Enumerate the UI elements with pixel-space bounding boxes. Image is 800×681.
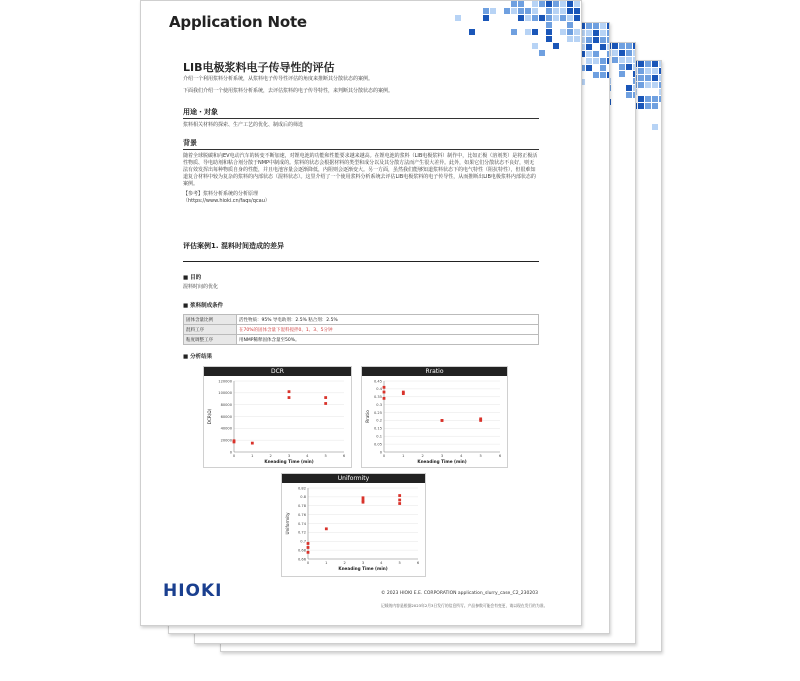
data-point xyxy=(288,390,291,393)
y-tick-label: 0.72 xyxy=(297,530,306,535)
y-tick-label: 0.78 xyxy=(297,504,306,509)
mosaic-tile xyxy=(619,71,625,77)
mosaic-tile xyxy=(626,85,632,91)
condition-label: 固体含量比例 xyxy=(184,315,237,325)
data-point xyxy=(398,502,401,505)
mosaic-tile xyxy=(633,64,636,70)
mosaic-tile xyxy=(645,82,651,88)
chart-rratio xyxy=(361,366,508,468)
mosaic-tile xyxy=(659,82,662,88)
mosaic-tile xyxy=(539,15,545,21)
mosaic-tile xyxy=(532,1,538,7)
data-point xyxy=(383,386,386,389)
page-header-label: Application Note xyxy=(169,13,307,31)
data-point xyxy=(362,501,365,504)
mosaic-tile xyxy=(586,51,592,57)
y-tick-label: 80000 xyxy=(220,402,232,407)
mosaic-tile xyxy=(593,23,599,29)
mosaic-tile xyxy=(532,29,538,35)
data-point xyxy=(325,527,328,530)
purpose-heading: ■ 目的 xyxy=(183,275,202,281)
table-row xyxy=(184,335,539,345)
mosaic-tile xyxy=(652,82,658,88)
y-tick-label: 0.1 xyxy=(376,434,382,439)
x-tick-label: 1 xyxy=(325,561,328,565)
y-tick-label: 0.8 xyxy=(300,495,306,500)
case-section xyxy=(183,241,539,265)
y-tick-label: 60000 xyxy=(220,414,232,419)
y-tick-label: 0.76 xyxy=(297,512,306,517)
mosaic-tile xyxy=(518,8,524,14)
results-heading: ■ 分析结果 xyxy=(183,354,213,360)
mosaic-tile xyxy=(600,30,606,36)
mosaic-tile xyxy=(626,43,632,49)
data-point xyxy=(251,442,254,445)
mosaic-tile xyxy=(619,43,625,49)
mosaic-tile xyxy=(638,103,644,109)
reference-label: 【参考】浆料分析系统的分析原理 xyxy=(183,191,259,197)
mosaic-tile xyxy=(612,57,618,63)
condition-value: 用NMP稀释固体含量至50%。 xyxy=(237,335,539,345)
mosaic-tile xyxy=(600,37,606,43)
data-point xyxy=(383,391,386,394)
data-point xyxy=(307,546,310,549)
intro-line-1: 介绍一个利用浆料分析系统，从浆料电子传导性评估的角度来推断其分散状态的案例。 xyxy=(183,76,374,82)
mosaic-tile xyxy=(600,23,606,29)
mosaic-tile xyxy=(638,68,644,74)
mosaic-tile xyxy=(607,51,610,57)
mosaic-tile xyxy=(659,89,662,95)
mosaic-tile xyxy=(560,15,566,21)
mosaic-tile xyxy=(539,1,545,7)
background-section xyxy=(183,138,539,205)
mosaic-tile xyxy=(607,30,610,36)
mosaic-tile xyxy=(607,58,610,64)
y-tick-label: 0 xyxy=(379,450,382,455)
y-tick-label: 0.74 xyxy=(297,521,306,526)
y-tick-label: 0.25 xyxy=(373,410,382,415)
mosaic-tile xyxy=(626,64,632,70)
condition-label: 混料工序 xyxy=(184,325,237,335)
mosaic-tile xyxy=(546,36,552,42)
mosaic-tile xyxy=(659,96,662,102)
mosaic-tile xyxy=(607,23,610,29)
mosaic-tile xyxy=(546,29,552,35)
mosaic-tile xyxy=(612,50,618,56)
mosaic-tile xyxy=(553,15,559,21)
mosaic-tile xyxy=(574,29,580,35)
data-point xyxy=(383,397,386,400)
mosaic-tile xyxy=(586,37,592,43)
usage-heading: 用途・对象 xyxy=(183,107,539,119)
mosaic-tile xyxy=(600,65,606,71)
mosaic-tile xyxy=(600,44,606,50)
x-tick-label: 2 xyxy=(343,561,346,565)
data-point xyxy=(307,551,310,554)
condition-value: 活性物质：95% 导电助剂：2.5% 粘合剂：2.5% xyxy=(237,315,539,325)
mosaic-tile xyxy=(645,61,651,67)
mosaic-tile xyxy=(525,15,531,21)
mosaic-tile xyxy=(633,85,636,91)
x-tick-label: 1 xyxy=(251,454,254,458)
mosaic-tile xyxy=(546,22,552,28)
mosaic-tile xyxy=(553,43,559,49)
mosaic-tile xyxy=(567,1,573,7)
mosaic-tile xyxy=(490,8,496,14)
chart-dcr xyxy=(203,366,352,468)
table-row xyxy=(184,325,539,335)
mosaic-tile xyxy=(638,96,644,102)
mosaic-tile xyxy=(553,1,559,7)
mosaic-tile xyxy=(652,61,658,67)
mosaic-tile xyxy=(645,96,651,102)
y-tick-label: 20000 xyxy=(220,438,232,443)
data-point xyxy=(324,402,327,405)
hioki-logo: HIOKI xyxy=(163,581,223,601)
chart-svg xyxy=(282,474,425,576)
x-tick-label: 0 xyxy=(382,454,386,458)
mosaic-tile xyxy=(593,30,599,36)
y-tick-label: 40000 xyxy=(220,426,232,431)
x-tick-label: 5 xyxy=(324,454,327,458)
mosaic-tile xyxy=(593,72,599,78)
x-axis-label: Kneading Time (min) xyxy=(417,459,467,464)
y-tick-label: 0.3 xyxy=(376,402,382,407)
mosaic-tile xyxy=(612,43,618,49)
mosaic-tile xyxy=(567,29,573,35)
x-tick-label: 2 xyxy=(421,454,424,458)
y-tick-label: 0.45 xyxy=(373,379,382,384)
reference-link[interactable]: （https://www.hioki.cn/faqs/qcau） xyxy=(183,198,270,204)
mosaic-tile xyxy=(633,78,636,84)
mosaic-tile xyxy=(652,68,658,74)
mosaic-decoration xyxy=(441,1,581,51)
x-tick-label: 6 xyxy=(416,561,420,565)
data-point xyxy=(324,396,327,399)
mosaic-tile xyxy=(574,15,580,21)
application-note-page xyxy=(140,0,582,626)
mosaic-tile xyxy=(546,1,552,7)
mosaic-tile xyxy=(652,75,658,81)
mosaic-tile xyxy=(539,50,545,56)
background-heading: 背景 xyxy=(183,138,539,150)
mosaic-tile xyxy=(574,36,580,42)
mosaic-tile xyxy=(652,103,658,109)
mosaic-tile xyxy=(560,29,566,35)
mosaic-tile xyxy=(586,23,592,29)
mosaic-tile xyxy=(504,8,510,14)
document-title: LIB电极浆料电子传导性的评估 xyxy=(183,61,335,74)
mosaic-tile xyxy=(600,72,606,78)
mosaic-tile xyxy=(574,1,580,7)
data-point xyxy=(362,496,365,499)
y-tick-label: 0.68 xyxy=(297,548,306,553)
mosaic-tile xyxy=(586,44,592,50)
mosaic-tile xyxy=(645,75,651,81)
mosaic-tile xyxy=(638,61,644,67)
mosaic-tile xyxy=(525,29,531,35)
mosaic-tile xyxy=(607,37,610,43)
footer-note: 记载的内容是根据2023年2月3日发行的信息所写。产品参数可能会有变更，请以现在发行的为准。 xyxy=(381,603,548,608)
mosaic-tile xyxy=(532,8,538,14)
mosaic-tile xyxy=(546,15,552,21)
y-tick-label: 0.66 xyxy=(297,557,306,562)
mosaic-tile xyxy=(593,58,599,64)
mosaic-tile xyxy=(469,29,475,35)
footer-copyright: © 2023 HIOKI E.E. CORPORATION application_slurry_case_C2_230203 xyxy=(381,591,538,596)
mosaic-tile xyxy=(633,71,636,77)
mosaic-tile xyxy=(593,37,599,43)
y-axis-label: Uniformity xyxy=(285,512,290,535)
y-tick-label: 0.4 xyxy=(376,387,382,392)
y-tick-label: 0.7 xyxy=(300,539,306,544)
mosaic-tile xyxy=(511,1,517,7)
y-axis-label: DCR(Ω) xyxy=(207,408,212,425)
mosaic-tile xyxy=(626,92,632,98)
data-point xyxy=(441,419,444,422)
mosaic-tile xyxy=(574,8,580,14)
mosaic-tile xyxy=(645,103,651,109)
y-tick-label: 0.82 xyxy=(297,486,306,491)
chart-svg xyxy=(204,367,351,467)
mosaic-tile xyxy=(560,8,566,14)
mosaic-tile xyxy=(659,68,662,74)
mosaic-tile xyxy=(567,36,573,42)
mosaic-tile xyxy=(518,15,524,21)
mosaic-tile xyxy=(659,75,662,81)
chart-uniformity xyxy=(281,473,426,577)
mosaic-tile xyxy=(525,8,531,14)
mosaic-tile xyxy=(633,50,636,56)
mosaic-tile xyxy=(483,15,489,21)
y-tick-label: 100000 xyxy=(218,391,232,396)
x-tick-label: 2 xyxy=(269,454,272,458)
mosaic-tile xyxy=(633,43,636,49)
data-point xyxy=(288,396,291,399)
x-axis-label: Kneading Time (min) xyxy=(264,459,314,464)
x-tick-label: 5 xyxy=(398,561,401,565)
y-axis-label: Rratio xyxy=(365,410,370,423)
chart-title: DCR xyxy=(204,367,351,376)
chart-svg xyxy=(362,367,507,467)
y-tick-label: 0.15 xyxy=(373,426,382,431)
mosaic-tile xyxy=(619,50,625,56)
x-tick-label: 5 xyxy=(479,454,482,458)
mosaic-tile xyxy=(619,57,625,63)
mosaic-tile xyxy=(633,57,636,63)
condition-value: 在70%的固体含量下混料搅拌0、1、3、5分钟 xyxy=(237,325,539,335)
x-axis-label: Kneading Time (min) xyxy=(338,566,388,571)
data-point xyxy=(398,499,401,502)
usage-section xyxy=(183,107,539,129)
mosaic-tile xyxy=(553,8,559,14)
y-tick-label: 0.05 xyxy=(373,442,382,447)
mosaic-tile xyxy=(483,8,489,14)
mosaic-tile xyxy=(567,8,573,14)
data-point xyxy=(233,439,236,442)
x-tick-label: 6 xyxy=(342,454,346,458)
data-point xyxy=(402,392,405,395)
x-tick-label: 4 xyxy=(380,561,383,565)
x-tick-label: 0 xyxy=(306,561,310,565)
chart-title: Rratio xyxy=(362,367,507,376)
x-tick-label: 6 xyxy=(498,454,502,458)
mosaic-tile xyxy=(659,61,662,67)
data-point xyxy=(479,417,482,420)
mosaic-tile xyxy=(626,50,632,56)
mosaic-tile xyxy=(511,8,517,14)
mosaic-tile xyxy=(619,64,625,70)
mosaic-tile xyxy=(607,72,610,78)
mosaic-tile xyxy=(638,75,644,81)
mosaic-tile xyxy=(567,22,573,28)
x-tick-label: 1 xyxy=(402,454,405,458)
y-tick-label: 0.2 xyxy=(376,418,382,423)
mosaic-tile xyxy=(567,15,573,21)
x-tick-label: 3 xyxy=(440,454,444,458)
mosaic-tile xyxy=(586,30,592,36)
x-tick-label: 4 xyxy=(460,454,463,458)
mosaic-tile xyxy=(652,124,658,130)
mosaic-tile xyxy=(532,15,538,21)
chart-title: Uniformity xyxy=(282,474,425,483)
background-text: 随着全球脱碳和向EV电动汽车的转变不断加速，对锂电池的功能和性能要求越来越高。在锂电池的浆料（LIB电极浆料）制作中，比如正极（溶剂类）是将正极活性物质、导电助剂和粘合剂分散于NMP中制成的。浆料的状态会根据材料的类型和成分以及其分散方法而产生很大差异。此外，如果它们分散状态不良好，则无法有效发挥出每种物质自身的性能，并且电池容量会逐渐降低，内阻则会逐渐变大。另一方面，虽然我们能够知道浆料状态下的电气特性（阻抗特性），但很难知道复合材料中较为复杂的浆料的内部状态（混料状态）。这里介绍了一个使用浆料分析系统去评估LIB电极浆料的电子传导性，从而推断出LIB电极浆料内部状态的案例。 xyxy=(183,153,538,187)
mosaic-tile xyxy=(586,58,592,64)
mosaic-tile xyxy=(455,15,461,21)
mosaic-tile xyxy=(518,1,524,7)
mosaic-tile xyxy=(511,29,517,35)
mosaic-tile xyxy=(532,43,538,49)
purpose-text: 混料时间的优化 xyxy=(183,284,219,290)
x-tick-label: 3 xyxy=(287,454,291,458)
usage-text: 浆料相关材料的探索、生产工艺的优化、制成后的筛选 xyxy=(183,122,304,128)
case-heading: 评估案例1. 混料时间造成的差异 xyxy=(183,241,539,262)
mosaic-tile xyxy=(638,82,644,88)
mosaic-tile xyxy=(600,58,606,64)
table-row xyxy=(184,315,539,325)
intro-line-2: 下面我们介绍一个使用浆料分析系统，去评估浆料的电子传导特性，来判断其分散状态的案例。 xyxy=(183,88,394,94)
x-tick-label: 0 xyxy=(232,454,236,458)
data-point xyxy=(398,494,401,497)
y-tick-label: 120000 xyxy=(218,379,232,384)
condition-label: 粘度调整工序 xyxy=(184,335,237,345)
conditions-table xyxy=(183,314,539,345)
mosaic-tile xyxy=(652,96,658,102)
mosaic-tile xyxy=(633,92,636,98)
x-tick-label: 4 xyxy=(306,454,309,458)
mosaic-tile xyxy=(626,57,632,63)
conditions-heading: ■ 浆料制成条件 xyxy=(183,303,224,309)
mosaic-tile xyxy=(607,44,610,50)
y-tick-label: 0 xyxy=(229,450,232,455)
mosaic-tile xyxy=(593,51,599,57)
mosaic-tile xyxy=(645,68,651,74)
data-point xyxy=(307,542,310,545)
mosaic-tile xyxy=(546,8,552,14)
mosaic-tile xyxy=(560,1,566,7)
mosaic-tile xyxy=(586,65,592,71)
y-tick-label: 0.35 xyxy=(373,395,382,400)
x-tick-label: 3 xyxy=(361,561,365,565)
